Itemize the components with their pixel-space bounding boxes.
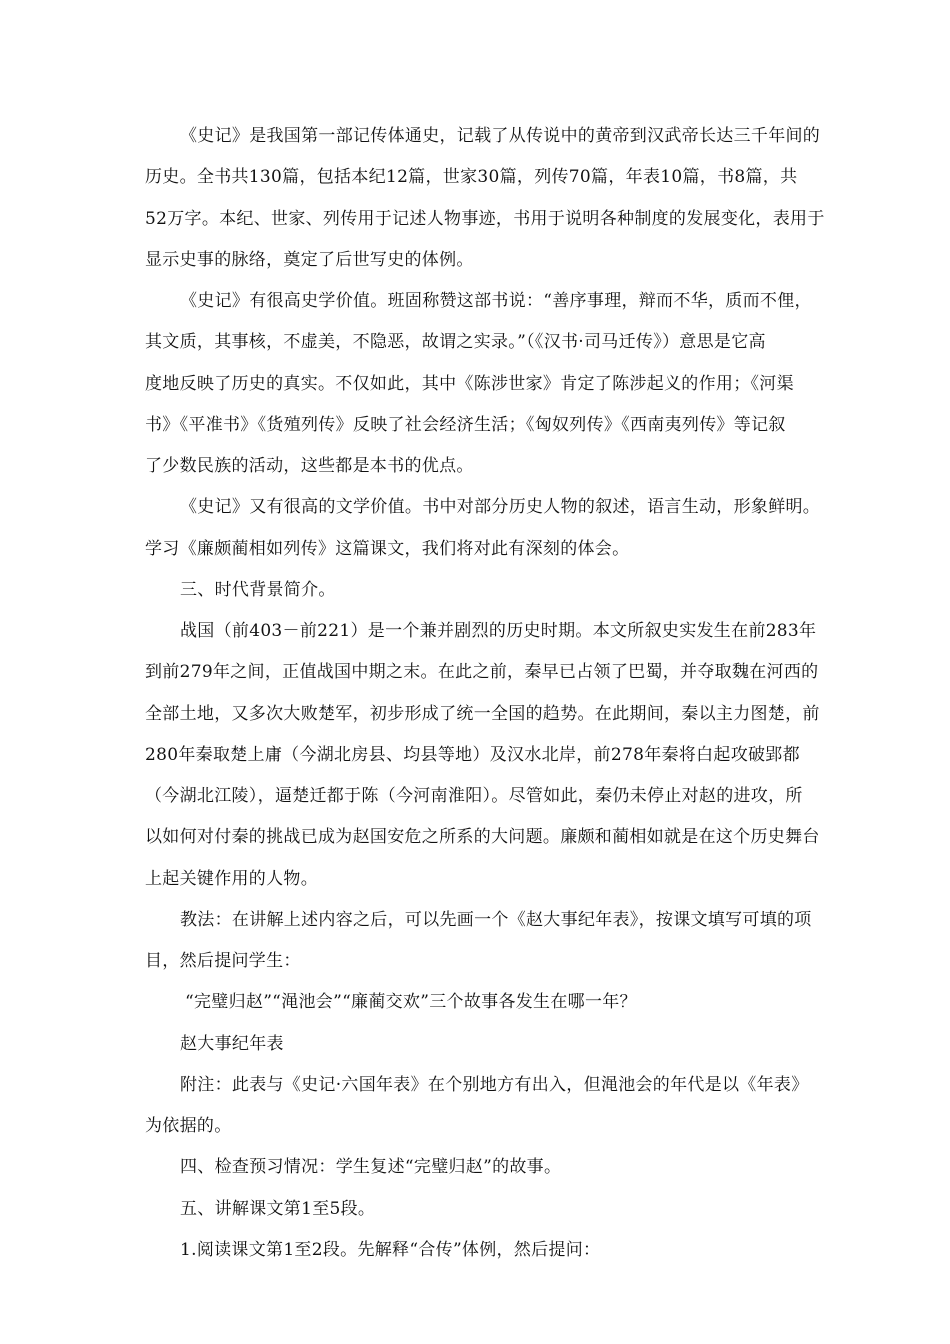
- note-line: 为依据的。: [145, 1116, 232, 1136]
- paragraph-line: （今湖北江陵），逼楚迁都于陈（今河南淮阳）。尽管如此，秦仍未停止对赵的进攻，所: [145, 786, 803, 806]
- paragraph-line: 《史记》又有很高的文学价值。书中对部分历史人物的叙述，语言生动，形象鲜明。: [180, 497, 821, 517]
- note-line: 附注：此表与《史记·六国年表》在个别地方有出入，但渑池会的年代是以《年表》: [180, 1075, 809, 1095]
- paragraph-line: 学习《廉颇蔺相如列传》这篇课文，我们将对此有深刻的体会。: [145, 539, 630, 559]
- paragraph-line: 上起关键作用的人物。: [145, 869, 318, 889]
- paragraph-line: 以如何对付秦的挑战已成为赵国安危之所系的大问题。廉颇和蔺相如就是在这个历史舞台: [145, 827, 820, 847]
- paragraph-line: 书》《平准书》《货殖列传》反映了社会经济生活；《匈奴列传》《西南夷列传》等记叙: [145, 415, 786, 435]
- paragraph-line: 1.阅读课文第1至2段。先解释“合传”体例，然后提问：: [180, 1240, 601, 1260]
- paragraph-line: 到前279年之间，正值战国中期之末。在此之前，秦早已占领了巴蜀，并夺取魏在河西的: [145, 662, 819, 682]
- paragraph-line: 历史。全书共130篇，包括本纪12篇，世家30篇，列传70篇，年表10篇，书8篇，共: [145, 167, 798, 187]
- paragraph-line: 战国（前403－前221）是一个兼并剧烈的历史时期。本文所叙史实发生在前283年: [180, 621, 817, 641]
- table-title: 赵大事纪年表: [180, 1034, 284, 1054]
- paragraph-line: 显示史事的脉络，奠定了后世写史的体例。: [145, 250, 474, 270]
- paragraph-line: 其文质，其事核，不虚美，不隐恶，故谓之实录。”（《汉书·司马迁传》）意思是它高: [145, 332, 766, 352]
- paragraph-line: 目，然后提问学生：: [145, 951, 301, 971]
- section-heading: 四、检查预习情况：学生复述“完璧归赵”的故事。: [180, 1157, 562, 1177]
- paragraph-line: 《史记》是我国第一部记传体通史，记载了从传说中的黄帝到汉武帝长达三千年间的: [180, 126, 821, 146]
- section-heading: 三、时代背景简介。: [180, 580, 336, 600]
- question-line: “完璧归赵”“渑池会”“廉蔺交欢”三个故事各发生在哪一年？: [185, 992, 637, 1012]
- paragraph-line: 教法：在讲解上述内容之后，可以先画一个《赵大事纪年表》，按课文填写可填的项: [180, 910, 812, 930]
- paragraph-line: 了少数民族的活动，这些都是本书的优点。: [145, 456, 474, 476]
- paragraph-line: 全部土地，又多次大败楚军，初步形成了统一全国的趋势。在此期间，秦以主力图楚，前: [145, 704, 820, 724]
- paragraph-line: 280年秦取楚上庸（今湖北房县、均县等地）及汉水北岸，前278年秦将白起攻破郢都: [145, 745, 800, 765]
- paragraph-line: 《史记》有很高史学价值。班固称赞这部书说：“善序事理，辩而不华，质而不俚，: [180, 291, 812, 311]
- paragraph-line: 度地反映了历史的真实。不仅如此，其中《陈涉世家》肯定了陈涉起义的作用；《河渠: [145, 374, 794, 394]
- section-heading: 五、讲解课文第1至5段。: [180, 1199, 376, 1219]
- paragraph-line: 52万字。本纪、世家、列传用于记述人物事迹，书用于说明各种制度的发展变化，表用于: [145, 209, 825, 229]
